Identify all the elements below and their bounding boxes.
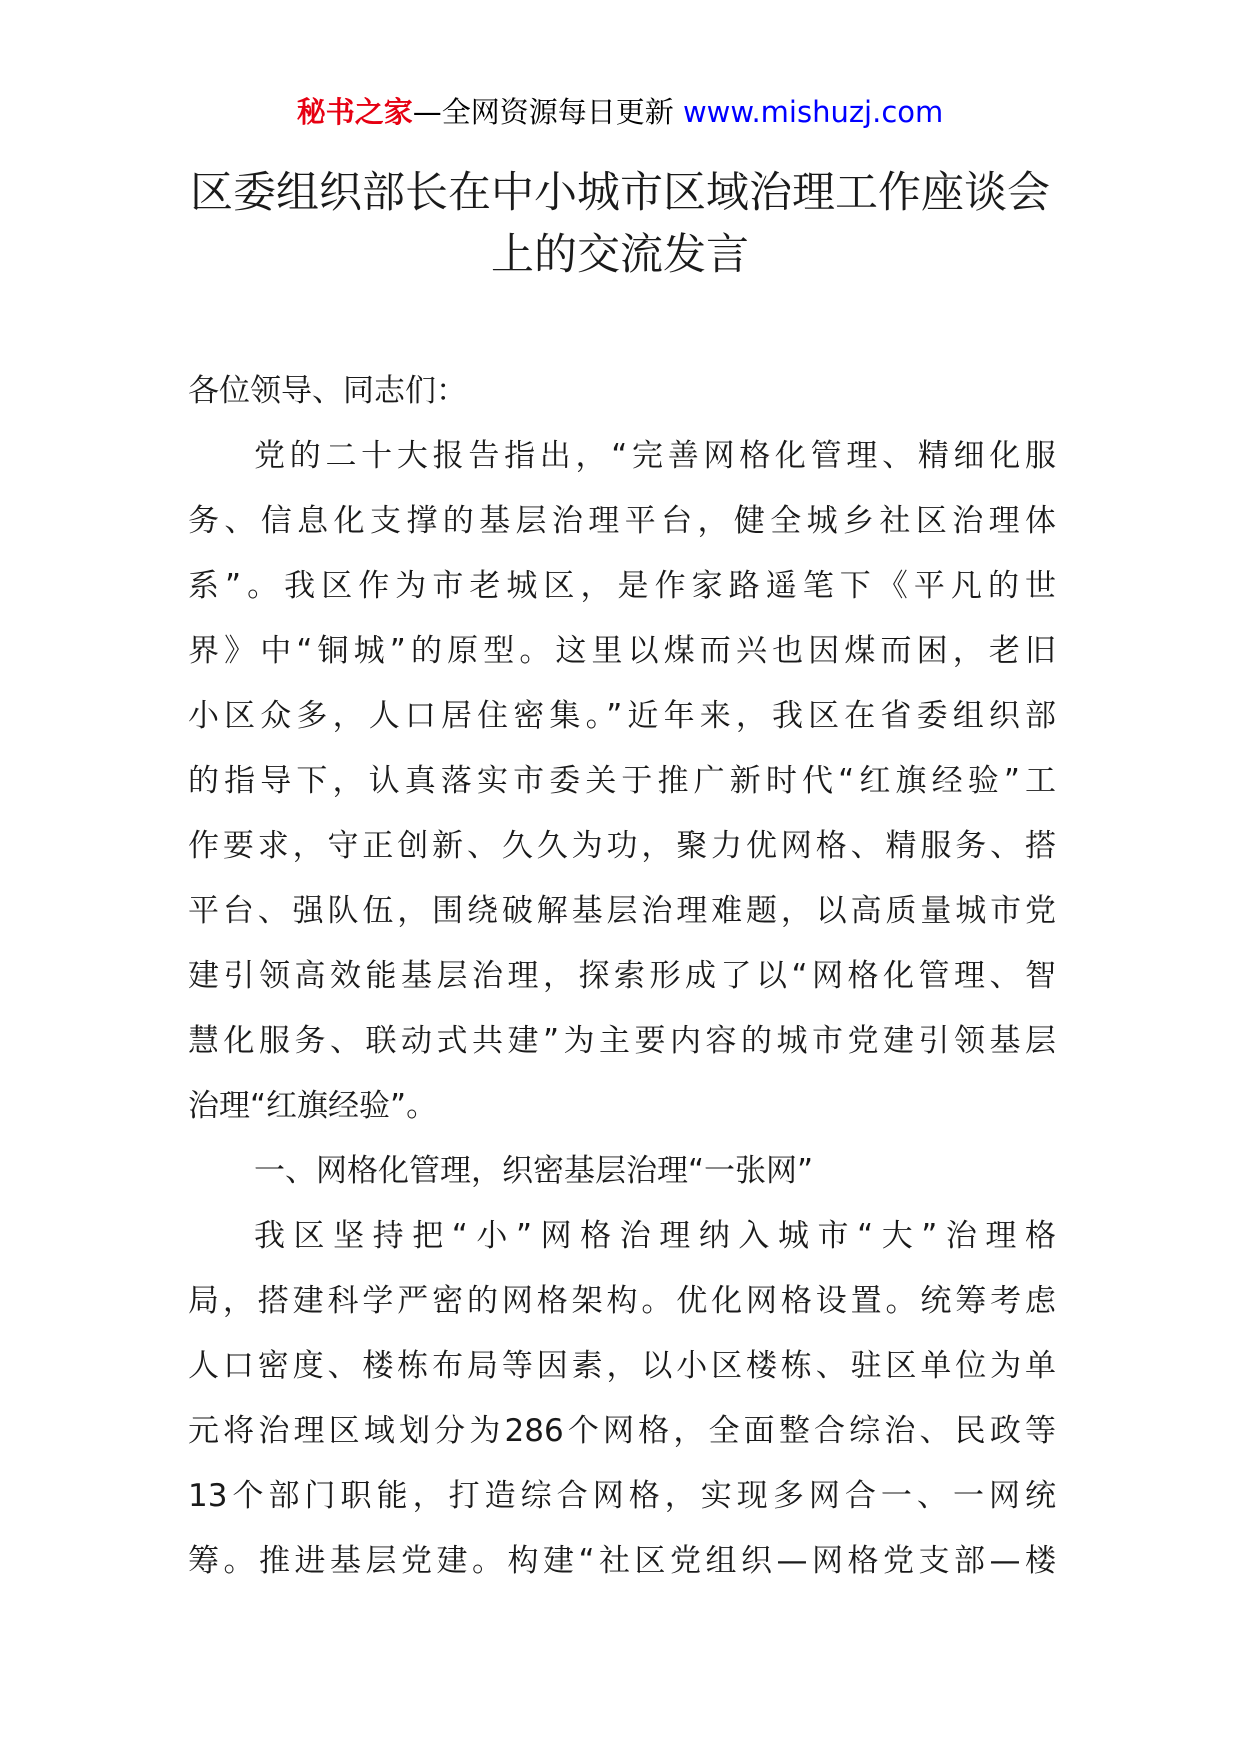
paragraph-line: 系”。我区作为市老城区，是作家路遥笔下《平凡的世 [188, 568, 1056, 604]
paragraph-line: 治理“红旗经验”。 [188, 1088, 438, 1124]
title-line-2: 上的交流发言 [491, 230, 749, 280]
document-title [0, 162, 1240, 286]
salutation: 各位领导、同志们： [188, 373, 467, 409]
site-slogan: —全网资源每日更新 [412, 95, 683, 129]
document-body [188, 359, 1056, 1594]
paragraph-line: 慧化服务、联动式共建”为主要内容的城市党建引领基层 [188, 1023, 1056, 1059]
section-heading: 一、网格化管理，织密基层治理“一张网” [254, 1153, 814, 1189]
site-url-link[interactable]: www.mishuzj.com [682, 95, 944, 129]
paragraph-line: 的指导下，认真落实市委关于推广新时代“红旗经验”工 [188, 763, 1056, 799]
paragraph-line: 务、信息化支撑的基层治理平台，健全城乡社区治理体 [188, 503, 1056, 539]
paragraph-line: 元将治理区域划分为286个网格，全面整合综治、民政等 [188, 1413, 1056, 1449]
paragraph-line: 党的二十大报告指出，“完善网格化管理、精细化服 [254, 438, 1056, 474]
paragraph-line: 局，搭建科学严密的网格架构。优化网格设置。统筹考虑 [188, 1283, 1056, 1319]
title-line-1: 区委组织部长在中小城市区域治理工作座谈会 [190, 168, 1050, 218]
paragraph-line: 我区坚持把“小”网格治理纳入城市“大”治理格 [254, 1218, 1056, 1254]
paragraph-line: 平台、强队伍，围绕破解基层治理难题，以高质量城市党 [188, 893, 1056, 929]
paragraph-line: 筹。推进基层党建。构建“社区党组织—网格党支部—楼 [188, 1543, 1056, 1579]
paragraph-line: 作要求，守正创新、久久为功，聚力优网格、精服务、搭 [188, 828, 1056, 864]
paragraph-line: 界》中“铜城”的原型。这里以煤而兴也因煤而困，老旧 [188, 633, 1056, 669]
paragraph-line: 13个部门职能，打造综合网格，实现多网合一、一网统 [188, 1478, 1056, 1514]
site-banner [0, 92, 1240, 132]
paragraph-line: 小区众多，人口居住密集。”近年来，我区在省委组织部 [188, 698, 1056, 734]
paragraph-line: 建引领高效能基层治理，探索形成了以“网格化管理、智 [188, 958, 1056, 994]
paragraph-line: 人口密度、楼栋布局等因素，以小区楼栋、驻区单位为单 [188, 1348, 1056, 1384]
site-brand: 秘书之家 [296, 95, 413, 129]
